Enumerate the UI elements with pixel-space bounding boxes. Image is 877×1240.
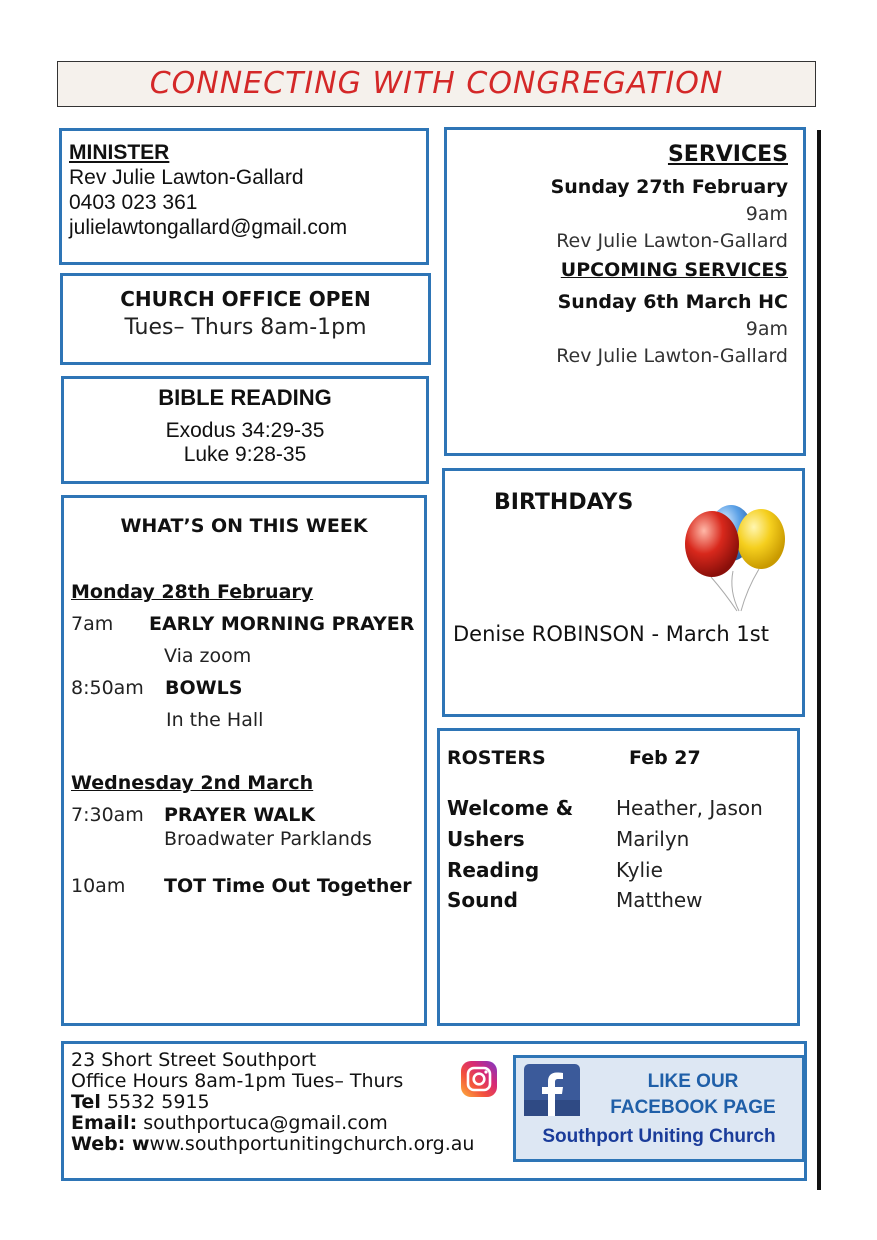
event-title: BOWLS [165,677,243,699]
minister-phone[interactable]: 0403 023 361 [69,191,198,214]
birthdays-box [442,468,805,717]
email-label: Email: [71,1112,138,1134]
event-detail: Via zoom [164,645,252,667]
bible-heading: BIBLE READING [158,385,332,410]
upcoming-service-time: 9am [745,318,788,340]
event-time: 10am [71,875,126,897]
roster-role: Reading [447,858,540,882]
rosters-box [437,728,800,1026]
facebook-line2: FACEBOOK PAGE [610,1097,776,1118]
contact-website[interactable]: ww.southportunitingchurch.org.au [149,1133,475,1155]
facebook-panel[interactable] [513,1055,805,1162]
service-leader: Rev Julie Lawton-Gallard [556,230,788,252]
event-title: EARLY MORNING PRAYER [149,613,415,635]
web-label: Web: w [71,1133,150,1155]
event-time: 7am [71,613,114,635]
event-detail: In the Hall [166,709,264,731]
minister-heading: MINISTER [69,141,170,164]
upcoming-service-leader: Rev Julie Lawton-Gallard [556,345,788,367]
rosters-heading: ROSTERS [447,747,546,769]
day-heading-wednesday: Wednesday 2nd March [71,772,314,794]
minister-name: Rev Julie Lawton-Gallard [69,166,304,189]
whats-on-box [61,495,427,1026]
office-heading: CHURCH OFFICE OPEN [120,287,371,311]
page-header [57,61,816,107]
contact-address: 23 Short Street Southport [71,1049,317,1071]
services-box [444,127,806,456]
upcoming-services-heading: UPCOMING SERVICES [560,259,788,281]
facebook-icon[interactable] [524,1064,580,1116]
roster-name: Heather, Jason [616,796,763,820]
balloons-icon [681,501,791,613]
bible-reading-2: Luke 9:28-35 [183,443,307,466]
tel-label: Tel [71,1091,101,1113]
event-detail: Broadwater Parklands [164,828,372,850]
birthday-entry: Denise ROBINSON - March 1st [453,622,769,646]
minister-email[interactable]: julielawtongallard@gmail.com [69,216,348,239]
bible-reading-1: Exodus 34:29-35 [165,419,325,442]
roster-role: Ushers [447,827,525,851]
event-title: TOT Time Out Together [164,875,412,897]
roster-role: Sound [447,888,518,912]
roster-name: Matthew [616,888,703,912]
roster-name: Marilyn [616,827,690,851]
birthdays-heading: BIRTHDAYS [494,490,634,515]
contact-box [61,1041,807,1181]
roster-name: Kylie [616,858,663,882]
office-box [60,273,431,365]
contact-office-hours: Office Hours 8am-1pm Tues– Thurs [71,1070,404,1092]
rosters-date: Feb 27 [629,747,701,769]
upcoming-service-date: Sunday 6th March HC [557,291,788,313]
service-date: Sunday 27th February [550,176,788,198]
contact-email[interactable]: southportuca@gmail.com [143,1112,388,1134]
vertical-divider [817,130,821,1190]
instagram-icon[interactable] [460,1060,498,1098]
event-time: 8:50am [71,677,144,699]
service-time: 9am [745,203,788,225]
event-time: 7:30am [71,804,144,826]
day-heading-monday: Monday 28th February [71,581,314,603]
whats-on-heading: WHAT’S ON THIS WEEK [120,515,368,537]
services-heading: SERVICES [667,142,788,167]
event-title: PRAYER WALK [164,804,316,826]
office-hours: Tues– Thurs 8am-1pm [124,315,367,340]
minister-box [59,128,429,265]
page-title: CONNECTING WITH CONGREGATION [149,66,724,101]
roster-role: Welcome & [447,796,574,820]
facebook-page-name[interactable]: Southport Uniting Church [542,1126,776,1147]
bible-reading-box [61,376,429,484]
contact-phone[interactable]: 5532 5915 [106,1091,210,1113]
facebook-line1: LIKE OUR [647,1071,739,1092]
